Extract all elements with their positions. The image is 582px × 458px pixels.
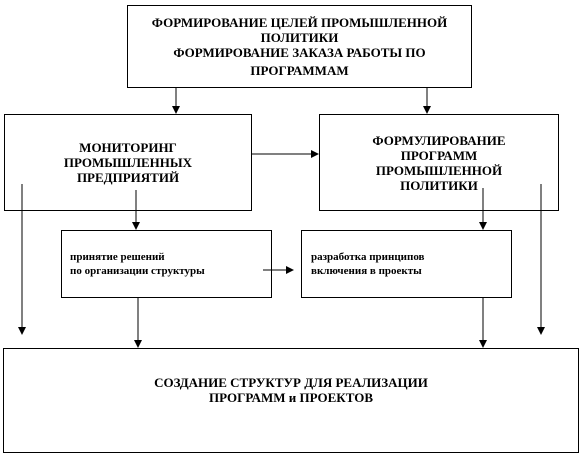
formulation-line-2: ПРОГРАММ — [400, 147, 478, 163]
goals-line-4: ПРОГРАММАМ — [250, 63, 349, 78]
formulation-line-4: ПОЛИТИКИ — [400, 177, 478, 193]
monitoring-line-2: ПРОМЫШЛЕННЫХ — [63, 155, 193, 170]
decisions-line-2: по организации структуры — [70, 265, 205, 277]
formulation-line-1: ФОРМУЛИРОВАНИЕ — [372, 132, 506, 148]
principles-line-1: разработка принципов — [311, 251, 425, 263]
monitoring-line-3: ПРЕДПРИЯТИЙ — [76, 170, 180, 185]
creation-line-1: СОЗДАНИЕ СТРУКТУР ДЛЯ РЕАЛИЗАЦИИ — [154, 375, 428, 390]
goals-line-3: ФОРМИРОВАНИЕ ЗАКАЗА РАБОТЫ ПО — [173, 45, 426, 60]
decisions-line-1: принятие решений — [70, 251, 165, 263]
principles-line-2: включения в проекты — [311, 265, 422, 277]
creation-line-2: ПРОГРАММ и ПРОЕКТОВ — [208, 390, 374, 405]
goals-line-1: ФОРМИРОВАНИЕ ЦЕЛЕЙ ПРОМЫШЛЕННОЙ — [151, 15, 448, 30]
monitoring-line-1: МОНИТОРИНГ — [79, 140, 177, 155]
goals-line-2: ПОЛИТИКИ — [260, 30, 339, 45]
formulation-line-3: ПРОМЫШЛЕННОЙ — [375, 162, 503, 178]
